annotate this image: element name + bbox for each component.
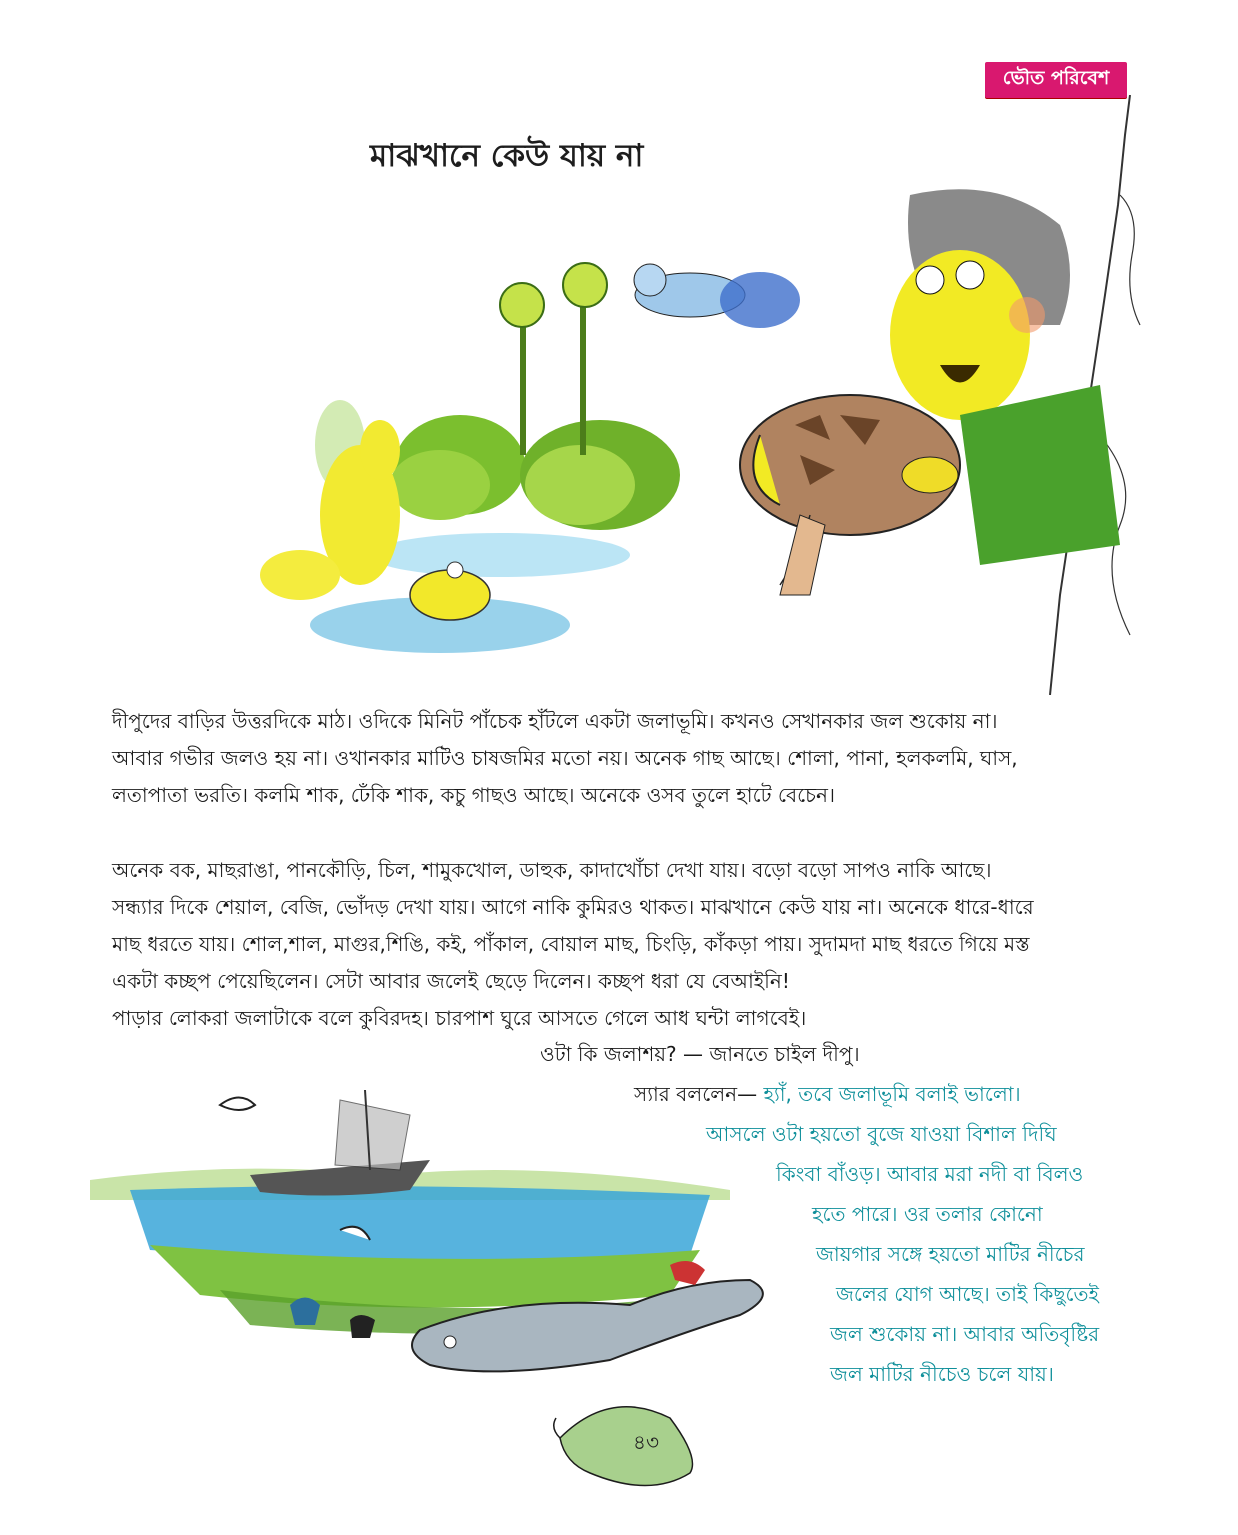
answer-line: কিংবা বাঁওড়। আবার মরা নদী বা বিলও [776, 1162, 1084, 1186]
paragraph-2 [112, 852, 1132, 1037]
wetland-boy-turtle-illustration [240, 185, 1140, 685]
answer-line: আসলে ওটা হয়তো বুজে যাওয়া বিশাল দিঘি [706, 1122, 1057, 1146]
paragraph-line: মাছ ধরতে যায়। শোল,শাল, মাগুর,শিঙি, কই, পাঁকাল, বোয়াল মাছ, চিংড়ি, কাঁকড়া পায়। সুদামদা মাছ ধরতে গিয়ে মস্ত [112, 932, 1030, 956]
answer-line: জল শুকোয় না। আবার অতিবৃষ্টির [830, 1322, 1100, 1346]
paragraph-line: আবার গভীর জলও হয় না। ওখানকার মাটিও চাষজমির মতো নয়। অনেক গাছ আছে। শোলা, পানা, হলকলমি, ঘাস, [112, 746, 1018, 770]
wetland-boat-crocodile-illustration [90, 1080, 810, 1410]
paragraph-1 [112, 703, 1132, 814]
paragraph-line: লতাপাতা ভরতি। কলমি শাক, ঢেঁকি শাক, কচু গাছও আছে। অনেকে ওসব তুলে হাটে বেচেন। [112, 783, 836, 807]
section-tag: ভৌত পরিবেশ [985, 62, 1127, 98]
paragraph-line: দীপুদের বাড়ির উত্তরদিকে মাঠ। ওদিকে মিনিট পাঁচেক হাঁটলে একটা জলাভূমি। কখনও সেখানকার জল শুকোয় না। [112, 709, 998, 733]
paragraph-line: সন্ধ্যার দিকে শেয়াল, বেজি, ভোঁদড় দেখা যায়। আগে নাকি কুমিরও থাকত। মাঝখানে কেউ যায় না। অনেকে ধারে-ধারে [112, 895, 1034, 919]
page-title: মাঝখানে কেউ যায় না [370, 138, 644, 174]
answer-text: হ্যাঁ, তবে জলাভূমি বলাই ভালো। [763, 1082, 1021, 1106]
answer-line: হতে পারে। ওর তলার কোনো [812, 1202, 1043, 1226]
answer-speaker: স্যার বললেন— [634, 1082, 764, 1106]
page-number: ৪৩ [633, 1430, 659, 1454]
leaf-icon [550, 1398, 700, 1494]
paragraph-line: একটা কচ্ছপ পেয়েছিলেন। সেটা আবার জলেই ছেড়ে দিলেন। কচ্ছপ ধরা যে বেআইনি! [112, 969, 790, 993]
answer-line: জলের যোগ আছে। তাই কিছুতেই [836, 1282, 1099, 1306]
paragraph-line: অনেক বক, মাছরাঙা, পানকৌড়ি, চিল, শামুকখোল, ডাহুক, কাদাখোঁচা দেখা যায়। বড়ো বড়ো সাপও নাকি আছে। [112, 858, 992, 882]
dipu-question: ওটা কি জলাশয়? — জানতে চাইল দীপু। [540, 1042, 860, 1066]
paragraph-line: পাড়ার লোকরা জলাটাকে বলে কুবিরদহ। চারপাশ ঘুরে আসতে গেলে আধ ঘন্টা লাগবেই। [112, 1006, 807, 1030]
answer-line: জল মাটির নীচেও চলে যায়। [830, 1362, 1054, 1386]
answer-line: জায়গার সঙ্গে হয়তো মাটির নীচের [816, 1242, 1085, 1266]
